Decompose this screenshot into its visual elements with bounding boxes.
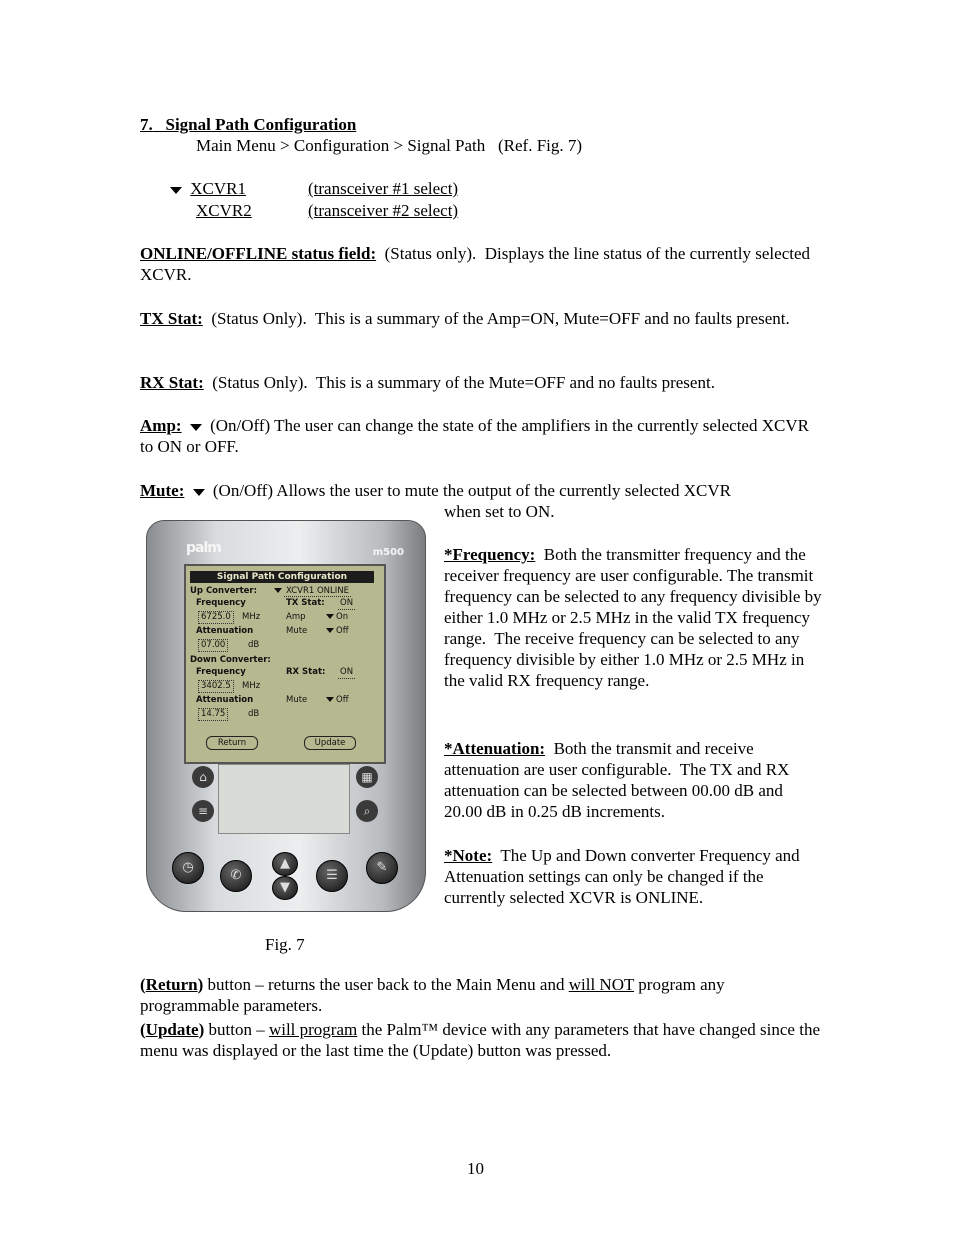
update-button[interactable]: Update [304, 736, 356, 750]
field-text: Both the transmitter frequency and the receiver frequency are user configurable. The transmit frequency can be selected to any frequency divisible by either 1.0 MHz or 2.5 MHz in the valid TX frequency range. The receive frequency can be selected to any frequency divisible by either 1.0 MHz or 2.5 MHz in the valid RX frequency range. [444, 545, 826, 690]
page-number: 10 [467, 1159, 484, 1178]
mute-value: Off [336, 695, 349, 705]
unit-label: MHz [242, 681, 261, 691]
rx-stat-label: RX Stat: [286, 667, 326, 677]
button-name: Update [145, 1020, 199, 1039]
desc-text: program any programmable parameters. [140, 975, 729, 1015]
up-frequency-label: Frequency [196, 598, 246, 608]
device-screen [184, 564, 386, 764]
field-label: *Attenuation: [444, 739, 546, 758]
phone-button-icon[interactable]: ✆ [220, 860, 252, 892]
rx-stat-desc [140, 372, 820, 393]
field-label: *Note: [444, 846, 493, 865]
apps-grid-icon[interactable]: ▦ [356, 766, 378, 788]
desc-emphasis: will program [268, 1020, 358, 1039]
mute-value: Off [336, 626, 349, 636]
dropdown-arrow-icon [190, 424, 202, 431]
field-label: Amp: [140, 416, 182, 435]
rx-stat-value: ON [340, 667, 354, 677]
desc-text: the Palm™ device with any parameters that have changed since the menu was displayed or the last time the (Update) button was pressed. [140, 1020, 825, 1060]
frequency-desc [444, 544, 824, 691]
tx-stat-desc [140, 308, 820, 329]
dropdown-arrow-icon [170, 187, 182, 194]
up-frequency-field[interactable]: 6725.0 [198, 611, 234, 624]
button-name: Return [145, 975, 198, 994]
dropdown-arrow-icon [326, 628, 334, 633]
tx-stat-value: ON [340, 598, 354, 608]
field-text: (On/Off) Allows the user to mute the output of the currently selected XCVR [212, 481, 731, 500]
note-desc [444, 845, 824, 908]
down-attenuation-field[interactable]: 14.75 [198, 708, 228, 721]
dropdown-arrow-icon [326, 697, 334, 702]
down-attenuation-label: Attenuation [196, 695, 254, 705]
field-text: Both the transmit and receive attenuation are user configurable. The TX and RX attenuation can be selected between 00.00 dB and 20.00 dB in 0.25 dB increments. [444, 739, 794, 821]
up-attenuation-label: Attenuation [196, 626, 254, 636]
xcvr-option-1 [166, 178, 246, 199]
update-button-desc [140, 1019, 825, 1061]
online-status-desc [140, 243, 820, 285]
xcvr-name: XCVR1 [190, 179, 246, 198]
amp-desc [140, 415, 820, 457]
desc-emphasis: will NOT [568, 975, 635, 994]
amp-value: On [336, 612, 349, 622]
mute-desc-cont: when set to ON. [444, 502, 555, 521]
menu-icon[interactable]: ≡ [192, 800, 214, 822]
field-label: *Frequency: [444, 545, 536, 564]
up-converter-select[interactable] [272, 586, 351, 597]
menu-path: Main Menu > Configuration > Signal Path (Ref. Fig. 7) [196, 136, 583, 155]
return-button-desc [140, 974, 820, 1016]
field-text: (Status only). Displays the line status of the currently selected XCVR. [140, 244, 815, 284]
figure-caption: Fig. 7 [265, 935, 305, 954]
attenuation-desc [444, 738, 824, 822]
dropdown-arrow-icon [193, 489, 205, 496]
todo-button-icon[interactable]: ☰ [316, 860, 348, 892]
tx-stat-label: TX Stat: [286, 598, 325, 608]
amp-label: Amp [286, 612, 306, 622]
amp-select[interactable] [324, 612, 348, 623]
field-text: (On/Off) The user can change the state of the amplifiers in the currently selected XCVR to ON or OFF. [140, 416, 809, 456]
screen-title: Signal Path Configuration [190, 571, 374, 583]
field-label: TX Stat: [140, 309, 203, 328]
field-text: (Status Only). This is a summary of the Mute=OFF and no faults present. [203, 373, 715, 392]
paren: ( [140, 975, 146, 994]
palm-device-figure [146, 520, 426, 912]
up-converter-value: XCVR1 ONLINE [286, 586, 349, 596]
paren: ) [198, 1020, 205, 1039]
home-icon[interactable]: ⌂ [192, 766, 214, 788]
dropdown-arrow-icon [326, 614, 334, 619]
unit-label: dB [248, 640, 260, 650]
up-mute-select[interactable] [324, 626, 349, 637]
field-text: The Up and Down converter Frequency and Attenuation settings can only be changed if the currently selected XCVR is ONLINE. [444, 846, 803, 907]
up-converter-label: Up Converter: [190, 586, 257, 596]
xcvr-desc: (transceiver #1 select) [308, 179, 459, 198]
down-converter-label: Down Converter: [190, 655, 271, 665]
dropdown-arrow-icon [274, 588, 282, 593]
field-label: Mute: [140, 481, 185, 500]
graffiti-area[interactable] [218, 764, 350, 834]
desc-text: button – returns the user back to the Main Menu and [203, 975, 569, 994]
xcvr-name: XCVR2 [196, 201, 252, 220]
desc-text: button – [204, 1020, 269, 1039]
down-frequency-field[interactable]: 3402.5 [198, 680, 234, 693]
palm-logo: palm [186, 540, 221, 556]
search-icon[interactable]: ⌕ [356, 800, 378, 822]
scroll-down-button-icon[interactable]: ▼ [272, 876, 298, 900]
calendar-button-icon[interactable]: ◷ [172, 852, 204, 884]
field-label: ONLINE/OFFLINE status field: [140, 244, 377, 263]
section-title: Signal Path Configuration [165, 115, 357, 134]
mute-desc [140, 480, 731, 501]
section-heading [140, 114, 356, 135]
unit-label: dB [248, 709, 260, 719]
model-label: m500 [372, 547, 404, 558]
down-frequency-label: Frequency [196, 667, 246, 677]
return-button[interactable]: Return [206, 736, 258, 750]
mute-label: Mute [286, 626, 308, 636]
scroll-up-button-icon[interactable]: ▲ [272, 852, 298, 876]
field-label: RX Stat: [140, 373, 204, 392]
paren: ( [140, 1020, 146, 1039]
unit-label: MHz [242, 612, 261, 622]
memo-button-icon[interactable]: ✎ [366, 852, 398, 884]
field-text: (Status Only). This is a summary of the Amp=ON, Mute=OFF and no faults present. [202, 309, 790, 328]
up-attenuation-field[interactable]: 07.00 [198, 639, 228, 652]
mute-label: Mute [286, 695, 308, 705]
paren: ) [197, 975, 204, 994]
xcvr-desc: (transceiver #2 select) [308, 201, 459, 220]
down-mute-select[interactable] [324, 695, 349, 706]
section-number: 7. [140, 115, 153, 134]
